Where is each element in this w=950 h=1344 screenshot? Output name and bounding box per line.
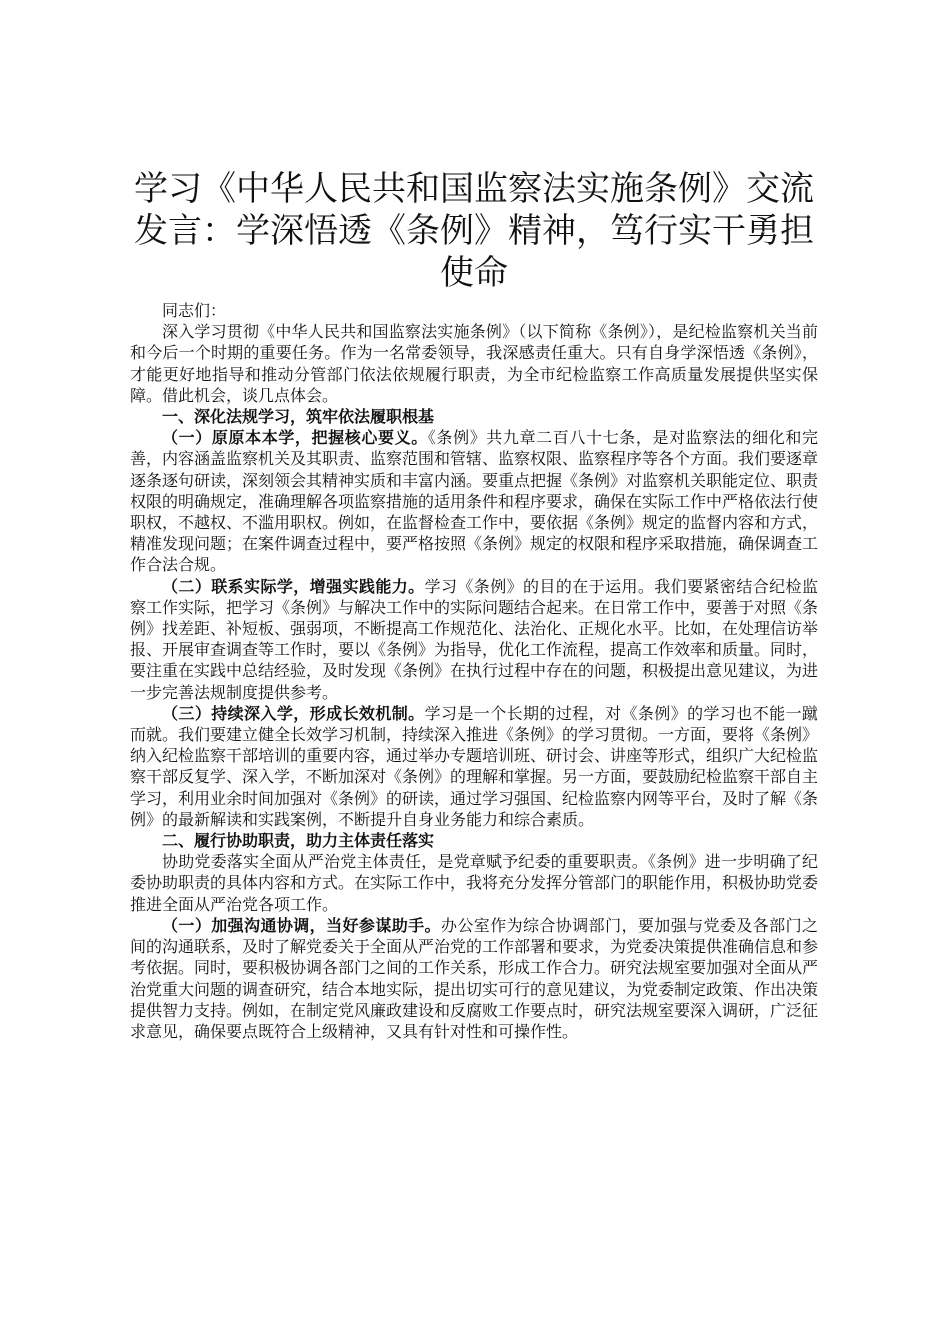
section-1-paragraph-3-lead: （三）持续深入学，形成长效机制。: [162, 703, 425, 723]
document-page: [130, 168, 818, 1042]
section-1-heading: 一、深化法规学习，筑牢依法履职根基: [162, 407, 435, 427]
section-1-paragraph-1: [130, 427, 818, 575]
greeting: 同志们：: [162, 301, 227, 320]
section-1-paragraph-2-text: 学习《条例》的目的在于运用。我们要紧密结合纪检监察工作实际，把学习《条例》与解决工作中的实际问题结合起来。在日常工作中，要善于对照《条例》找差距、补短板、强弱项，不断提高工作规范化、法治化、正规化水平。比如，在处理信访举报、开展审查调查等工作时，要以《条例》为指导，优化工作流程，提高工作效率和质量。同时，要注重在实践中总结经验，及时发现《条例》在执行过程中存在的问题，积极提出意见建议，为进一步完善法规制度提供参考。: [130, 576, 819, 702]
section-2-paragraph-1-text: 办公室作为综合协调部门，要加强与党委及各部门之间的沟通联系，及时了解党委关于全面从严治党的工作部署和要求，为党委决策提供准确信息和参考依据。同时，要积极协调各部门之间的工作关系，形成工作合力。研究法规室要加强对全面从严治党重大问题的调查研究，结合本地实际，提出切实可行的意见建议，为党委制定政策、作出决策提供智力支持。例如，在制定党风廉政建设和反腐败工作要点时，研究法规室要深入调研，广泛征求意见，确保要点既符合上级精神，又具有针对性和可操作性。: [130, 915, 819, 1041]
section-1-paragraph-1-text: 《条例》共九章二百八十七条，是对监察法的细化和完善，内容涵盖监察机关及其职责、监察范围和管辖、监察权限、监察程序等各个方面。我们要逐章逐条逐句研读，深刻领会其精神实质和丰富内涵。要重点把握《条例》对监察机关职能定位、职责权限的明确规定，准确理解各项监察措施的适用条件和程序要求，确保在实际工作中严格依法行使职权，不越权、不滥用职权。例如，在监督检查工作中，要依据《条例》规定的监督内容和方式，精准发现问题；在案件调查过程中，要严格按照《条例》规定的权限和程序采取措施，确保调查工作合法合规。: [130, 428, 819, 575]
section-1-paragraph-1-lead: （一）原原本本学，把握核心要义。: [162, 428, 428, 448]
section-1-paragraph-2-lead: （二）联系实际学，增强实践能力。: [162, 576, 425, 596]
section-2-paragraph-1: [130, 915, 818, 1042]
section-1-paragraph-2: [130, 576, 818, 703]
section-1-paragraph-3: [130, 703, 818, 830]
document-title: 学习《中华人民共和国监察法实施条例》交流发言：学深悟透《条例》精神，笃行实干勇担使命: [134, 169, 814, 293]
section-2-heading: 二、履行协助职责，助力主体责任落实: [162, 831, 435, 851]
section-2-paragraph-1-lead: （一）加强沟通协调，当好参谋助手。: [162, 915, 441, 935]
section-2-intro: 协助党委落实全面从严治党主体责任，是党章赋予纪委的重要职责。《条例》进一步明确了纪委协助职责的具体内容和方式。在实际工作中，我将充分发挥分管部门的职能作用，积极协助党委推进全面从严治党各项工作。: [130, 852, 819, 914]
intro-paragraph: 深入学习贯彻《中华人民共和国监察法实施条例》（以下简称《条例》），是纪检监察机关当前和今后一个时期的重要任务。作为一名常委领导，我深感责任重大。只有自身学深悟透《条例》，才能更好地指导和推动分管部门依法依规履行职责，为全市纪检监察工作高质量发展提供坚实保障。借此机会，谈几点体会。: [130, 322, 818, 405]
section-1-paragraph-3-text: 学习是一个长期的过程，对《条例》的学习也不能一蹴而就。我们要建立健全长效学习机制，持续深入推进《条例》的学习贯彻。一方面，要将《条例》纳入纪检监察干部培训的重要内容，通过举办专题培训班、研讨会、讲座等形式，组织广大纪检监察干部反复学、深入学，不断加深对《条例》的理解和掌握。另一方面，要鼓励纪检监察干部自主学习，利用业余时间加强对《条例》的研读，通过学习强国、纪检监察内网等平台，及时了解《条例》的最新解读和实践案例，不断提升自身业务能力和综合素质。: [130, 703, 819, 829]
